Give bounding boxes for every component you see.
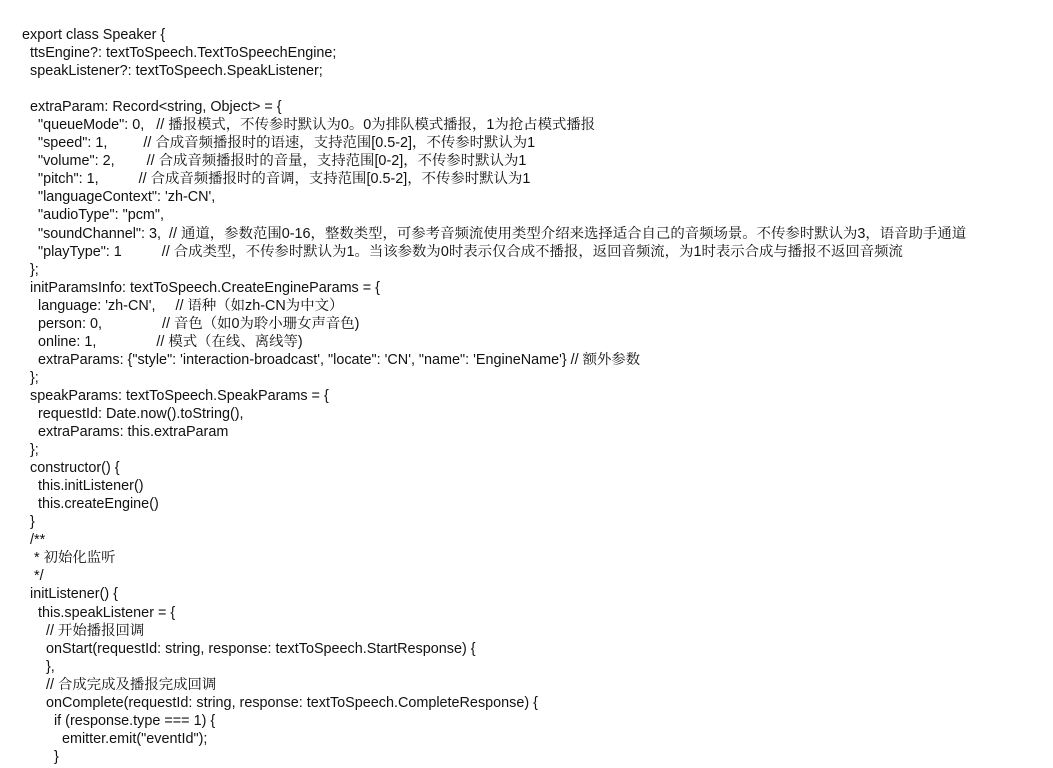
code-line: } xyxy=(22,748,59,765)
code-line: "queueMode": 0, // 播报模式，不传参时默认为0。0为排队模式播报，1为抢占模式播报 xyxy=(22,117,596,134)
code-line: this.createEngine() xyxy=(22,496,159,513)
code-line: language: 'zh-CN', // 语种（如zh-CN为中文） xyxy=(22,297,344,314)
code-line: initListener() { xyxy=(22,586,118,603)
code-line: }; xyxy=(22,369,39,386)
code-line: emitter.emit("eventId"); xyxy=(22,730,208,747)
code-line: } xyxy=(22,514,35,531)
code-line: "volume": 2, // 合成音频播报时的音量，支持范围[0-2]，不传参时默认为1 xyxy=(22,153,527,170)
code-line: extraParams: this.extraParam xyxy=(22,424,229,441)
code-line: speakListener?: textToSpeech.SpeakListener; xyxy=(22,63,323,80)
code-line: * 初始化监听 xyxy=(22,550,116,567)
code-line: online: 1, // 模式（在线、离线等) xyxy=(22,333,303,350)
code-line: "soundChannel": 3, // 通道，参数范围0-16，整数类型，可参考音频流使用类型介绍来选择适合自己的音频场景。不传参时默认为3，语音助手通道 xyxy=(22,225,967,242)
code-line: person: 0, // 音色（如0为聆小珊女声音色) xyxy=(22,315,360,332)
code-line: requestId: Date.now().toString(), xyxy=(22,405,244,422)
code-line: speakParams: textToSpeech.SpeakParams = { xyxy=(22,387,329,404)
code-line: }; xyxy=(22,442,39,459)
code-line: onStart(requestId: string, response: textToSpeech.StartResponse) { xyxy=(22,640,476,657)
code-line: }, xyxy=(22,658,55,675)
code-line: initParamsInfo: textToSpeech.CreateEngineParams = { xyxy=(22,279,380,296)
code-line: "speed": 1, // 合成音频播报时的语速，支持范围[0.5-2]，不传参时默认为1 xyxy=(22,135,536,152)
code-line: }; xyxy=(22,261,39,278)
code-line: export class Speaker { xyxy=(22,27,166,43)
code-line: this.initListener() xyxy=(22,478,144,495)
code-line: // 开始播报回调 xyxy=(22,622,145,639)
code-line: extraParams: {"style": 'interaction-broadcast', "locate": 'CN', "name": 'EngineName'} // 额外参数 xyxy=(22,351,641,368)
code-line: extraParam: Record<string, Object> = { xyxy=(22,99,282,116)
code-line: onComplete(requestId: string, response: textToSpeech.CompleteResponse) { xyxy=(22,694,538,711)
code-line: if (response.type === 1) { xyxy=(22,712,216,729)
code-line: /** xyxy=(22,532,46,549)
code-line: ttsEngine?: textToSpeech.TextToSpeechEngine; xyxy=(22,45,337,62)
code-line: "languageContext": 'zh-CN', xyxy=(22,189,216,206)
code-line: this.speakListener = { xyxy=(22,604,176,621)
code-line xyxy=(22,80,1053,98)
code-line: // 合成完成及播报完成回调 xyxy=(22,676,217,693)
code-line: "pitch": 1, // 合成音频播报时的音调，支持范围[0.5-2]，不传参时默认为1 xyxy=(22,171,531,188)
code-line: "playType": 1 // 合成类型，不传参时默认为1。当该参数为0时表示仅合成不播报，返回音频流，为1时表示合成与播报不返回音频流 xyxy=(22,243,903,260)
code-line: */ xyxy=(22,568,44,585)
code-line: "audioType": "pcm", xyxy=(22,207,165,224)
code-document xyxy=(22,26,1053,766)
code-line: constructor() { xyxy=(22,460,120,477)
